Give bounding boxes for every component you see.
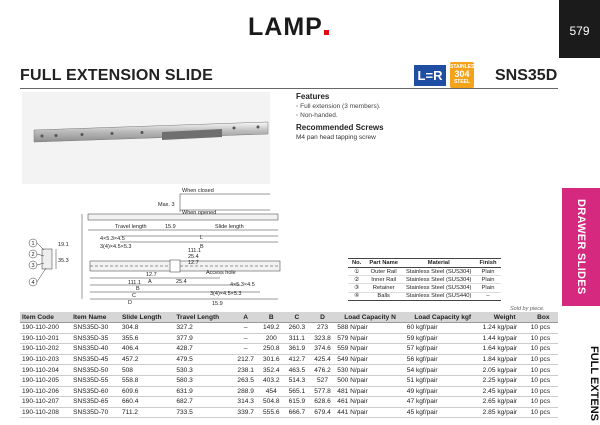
spec-cell-dim-d: 679.4: [310, 407, 336, 418]
spec-cell-dim-a: 339.7: [233, 407, 259, 418]
spec-header-box: Box: [529, 312, 558, 323]
parts-row: [348, 292, 501, 300]
spec-header-d: D: [310, 312, 336, 323]
callout-2: 2: [31, 252, 35, 258]
spec-table-body: [20, 323, 558, 418]
spec-cell-item-name: SNS35D-70: [71, 407, 120, 418]
spec-cell-dim-c: 565.1: [284, 386, 310, 397]
part-name: Inner Rail: [365, 276, 402, 284]
spec-cell-dim-b: 504.8: [258, 397, 284, 408]
part-name: Retainer: [365, 284, 402, 292]
spec-cell-load-n: 481 N/pair: [335, 386, 404, 397]
spec-cell-weight: 1.44 kg/pair: [481, 333, 529, 344]
spec-cell-load-n: 579 N/pair: [335, 333, 404, 344]
spec-cell-dim-b: 149.2: [258, 323, 284, 334]
spec-cell-dim-b: 250.8: [258, 344, 284, 355]
dim-15-9-top: 15.9: [165, 224, 176, 230]
spec-row: [20, 375, 558, 386]
feature-item-text: Non-handed.: [300, 112, 338, 119]
spec-cell-load-kgf: 59 kgf/pair: [405, 333, 481, 344]
spec-cell-dim-c: 514.3: [284, 375, 310, 386]
spec-cell-load-n: 559 N/pair: [335, 344, 404, 355]
spec-cell-dim-c: 615.9: [284, 397, 310, 408]
badge-top-text: STAINLESS: [450, 64, 478, 70]
spec-cell-dim-c: 412.7: [284, 354, 310, 365]
spec-cell-load-n: 500 N/pair: [335, 375, 404, 386]
spec-cell-load-kgf: 51 kgf/pair: [405, 375, 481, 386]
dim-111-1-bottom: 111.1: [128, 280, 141, 286]
part-material: Stainless Steel (SUS304): [402, 284, 475, 292]
spec-cell-travel-length: 377.9: [174, 333, 233, 344]
spec-cell-dim-b: 352.4: [258, 365, 284, 376]
category-tab-label: DRAWER SLIDES: [575, 199, 587, 295]
spec-cell-dim-c: 361.9: [284, 344, 310, 355]
spec-cell-dim-b: 403.2: [258, 375, 284, 386]
badge-middle-text: 304: [454, 69, 470, 79]
spec-cell-dim-a: 263.5: [233, 375, 259, 386]
access-hole-rect: [170, 260, 180, 272]
part-finish: Plain: [475, 268, 500, 276]
spec-cell-box: 10 pcs: [529, 397, 558, 408]
spec-row: [20, 365, 558, 376]
spec-cell-dim-b: 301.6: [258, 354, 284, 365]
spec-cell-item-name: SNS35D-60: [71, 386, 120, 397]
badge-bottom-text: STEEL: [453, 79, 471, 85]
model-number: SNS35D: [495, 67, 558, 84]
spec-header-a: A: [233, 312, 259, 323]
feature-item: ◦ Full extension (3 members).: [296, 103, 381, 110]
spec-cell-dim-a: 288.9: [233, 386, 259, 397]
spec-cell-dim-b: 555.6: [258, 407, 284, 418]
slide-length-label: Slide length: [215, 224, 244, 230]
spec-cell-dim-a: 238.1: [233, 365, 259, 376]
spec-cell-item-code: 190-110-204: [20, 365, 71, 376]
spec-cell-item-code: 190-110-206: [20, 386, 71, 397]
spec-header-item-code: Item Code: [20, 312, 71, 323]
spec-cell-load-kgf: 45 kgf/pair: [405, 407, 481, 418]
dim-111-1-top: 111.1: [188, 248, 201, 254]
stainless-304-badge: [450, 62, 478, 88]
part-no: ②: [348, 276, 365, 284]
spec-cell-box: 10 pcs: [529, 407, 558, 418]
spec-cell-item-code: 190-110-200: [20, 323, 71, 334]
b-lower-label: B: [136, 286, 140, 292]
spec-cell-slide-length: 406.4: [120, 344, 174, 355]
callout-1: 1: [31, 241, 35, 247]
travel-length-label: Travel length: [115, 224, 147, 230]
end-profile: [42, 249, 52, 269]
spec-cell-weight: 2.25 kg/pair: [481, 375, 529, 386]
brand-logo-text: LAMP: [248, 13, 323, 41]
dim-12-7-top: 12.7: [188, 260, 199, 266]
spec-cell-dim-d: 374.6: [310, 344, 336, 355]
parts-row: [348, 284, 501, 292]
spec-cell-dim-b: 200: [258, 333, 284, 344]
spec-cell-dim-c: 666.7: [284, 407, 310, 418]
spec-cell-dim-d: 628.6: [310, 397, 336, 408]
spec-cell-dim-c: 311.1: [284, 333, 310, 344]
spec-header-b: B: [258, 312, 284, 323]
dim-19-1: 19.1: [58, 242, 69, 248]
spec-cell-load-n: 461 N/pair: [335, 397, 404, 408]
hole-top-1: 4×5.3×4.5: [100, 236, 125, 242]
spec-cell-box: 10 pcs: [529, 333, 558, 344]
spec-cell-weight: 1.64 kg/pair: [481, 344, 529, 355]
leader-line: [37, 243, 44, 250]
section-tab-label[interactable]: FULL EXTENS: [588, 346, 600, 421]
spec-cell-dim-d: 273: [310, 323, 336, 334]
spec-cell-box: 10 pcs: [529, 323, 558, 334]
spec-header-travel-length: Travel Length: [174, 312, 233, 323]
spec-cell-weight: 2.65 kg/pair: [481, 397, 529, 408]
spec-cell-item-code: 190-110-208: [20, 407, 71, 418]
spec-cell-travel-length: 327.2: [174, 323, 233, 334]
feature-item: ◦ Non-handed.: [296, 112, 338, 119]
spec-table: [20, 312, 558, 418]
spec-cell-travel-length: 479.5: [174, 354, 233, 365]
callout-3: 3: [31, 263, 35, 269]
spec-header-item-name: Item Name: [71, 312, 120, 323]
page-title: FULL EXTENSION SLIDE: [20, 67, 214, 84]
spec-cell-load-n: 441 N/pair: [335, 407, 404, 418]
technical-drawing: [20, 186, 350, 312]
spec-cell-dim-a: –: [233, 344, 259, 355]
part-material: Stainless Steel (SUS304): [402, 276, 475, 284]
spec-cell-box: 10 pcs: [529, 344, 558, 355]
spec-header-row: [20, 312, 558, 323]
screws-heading: Recommended Screws: [296, 123, 384, 132]
spec-cell-item-name: SNS35D-40: [71, 344, 120, 355]
spec-cell-travel-length: 580.3: [174, 375, 233, 386]
spec-cell-load-kgf: 56 kgf/pair: [405, 354, 481, 365]
spec-header-weight: Weight: [481, 312, 529, 323]
parts-header-material: Material: [402, 259, 475, 268]
spec-cell-slide-length: 558.8: [120, 375, 174, 386]
spec-cell-weight: 2.45 kg/pair: [481, 386, 529, 397]
part-finish: –: [475, 292, 500, 300]
part-no: ③: [348, 284, 365, 292]
spec-row: [20, 344, 558, 355]
spec-cell-weight: 2.85 kg/pair: [481, 407, 529, 418]
spec-cell-item-name: SNS35D-65: [71, 397, 120, 408]
brand-logo: [248, 13, 329, 42]
spec-cell-dim-d: 425.4: [310, 354, 336, 365]
part-name: Outer Rail: [365, 268, 402, 276]
sold-by-note: Sold by piece.: [510, 306, 545, 312]
features-heading: Features: [296, 92, 330, 101]
spec-cell-travel-length: 631.9: [174, 386, 233, 397]
spec-cell-item-code: 190-110-205: [20, 375, 71, 386]
spec-cell-item-code: 190-110-207: [20, 397, 71, 408]
spec-cell-slide-length: 304.8: [120, 323, 174, 334]
parts-header-name: Part Name: [365, 259, 402, 268]
spec-cell-load-kgf: 49 kgf/pair: [405, 386, 481, 397]
spec-cell-slide-length: 711.2: [120, 407, 174, 418]
spec-cell-travel-length: 428.7: [174, 344, 233, 355]
logo-dot: [324, 30, 329, 35]
spec-cell-slide-length: 508: [120, 365, 174, 376]
spec-cell-dim-c: 463.5: [284, 365, 310, 376]
dim-25-4-top: 25.4: [188, 254, 199, 260]
spec-cell-load-kgf: 57 kgf/pair: [405, 344, 481, 355]
parts-row: [348, 276, 501, 284]
feature-item-text: Full extension (3 members).: [300, 103, 381, 110]
hole-bottom-2: 3(4)×4.5×5.3: [210, 291, 242, 297]
spec-cell-travel-length: 682.7: [174, 397, 233, 408]
spec-cell-dim-a: –: [233, 333, 259, 344]
spec-cell-item-name: SNS35D-45: [71, 354, 120, 365]
spec-header-c: C: [284, 312, 310, 323]
spec-row: [20, 323, 558, 334]
spec-cell-dim-d: 527: [310, 375, 336, 386]
spec-row: [20, 386, 558, 397]
spec-cell-load-n: 549 N/pair: [335, 354, 404, 365]
spec-cell-dim-a: –: [233, 323, 259, 334]
spec-cell-load-kgf: 54 kgf/pair: [405, 365, 481, 376]
spec-cell-dim-a: 314.3: [233, 397, 259, 408]
spec-header-load-n: Load Capacity N: [335, 312, 404, 323]
spec-header-slide-length: Slide Length: [120, 312, 174, 323]
b-label: B: [200, 244, 204, 250]
spec-header-load-kgf: Load Capacity kgf: [405, 312, 481, 323]
spec-cell-slide-length: 609.6: [120, 386, 174, 397]
part-finish: Plain: [475, 276, 500, 284]
spec-cell-box: 10 pcs: [529, 386, 558, 397]
spec-cell-dim-d: 476.2: [310, 365, 336, 376]
spec-cell-slide-length: 355.6: [120, 333, 174, 344]
spec-cell-item-code: 190-110-202: [20, 344, 71, 355]
d-label: D: [128, 300, 132, 306]
spec-row: [20, 333, 558, 344]
parts-header-row: [348, 259, 501, 268]
spec-cell-weight: 1.24 kg/pair: [481, 323, 529, 334]
spec-cell-item-code: 190-110-201: [20, 333, 71, 344]
dim-35-3: 35.3: [58, 258, 69, 264]
spec-cell-load-n: 588 N/pair: [335, 323, 404, 334]
dim-12-7-bottom: 12.7: [146, 272, 157, 278]
part-material: Stainless Steel (SUS304): [402, 268, 475, 276]
spec-cell-dim-c: 260.3: [284, 323, 310, 334]
dim-25-4-bottom: 25.4: [176, 279, 187, 285]
spec-cell-item-code: 190-110-203: [20, 354, 71, 365]
parts-row: [348, 268, 501, 276]
spec-cell-travel-length: 733.5: [174, 407, 233, 418]
spec-cell-box: 10 pcs: [529, 354, 558, 365]
leader-line: [37, 268, 46, 282]
spec-row: [20, 407, 558, 418]
when-closed-label: When closed: [182, 188, 214, 194]
spec-cell-dim-a: 212.7: [233, 354, 259, 365]
product-photo: [22, 92, 270, 184]
page-number: 579: [569, 24, 590, 38]
l-label: L: [200, 235, 204, 241]
spec-cell-item-name: SNS35D-55: [71, 375, 120, 386]
spec-cell-item-name: SNS35D-30: [71, 323, 120, 334]
spec-cell-weight: 2.05 kg/pair: [481, 365, 529, 376]
spec-cell-weight: 1.84 kg/pair: [481, 354, 529, 365]
spec-cell-slide-length: 660.4: [120, 397, 174, 408]
parts-header-no: No.: [348, 259, 365, 268]
spec-cell-dim-d: 577.8: [310, 386, 336, 397]
access-hole-label: Access hole: [206, 270, 236, 276]
spec-row: [20, 354, 558, 365]
spec-cell-slide-length: 457.2: [120, 354, 174, 365]
spec-cell-load-kgf: 47 kgf/pair: [405, 397, 481, 408]
spec-cell-dim-d: 323.8: [310, 333, 336, 344]
spec-cell-box: 10 pcs: [529, 375, 558, 386]
part-no: ①: [348, 268, 365, 276]
title-rule: [20, 88, 558, 89]
slide-photo-svg: [22, 92, 270, 184]
hole-bottom-1: 4×5.3×4.5: [230, 282, 255, 288]
lr-badge: L=R: [414, 65, 446, 86]
part-material: Stainless Steel (SUS440): [402, 292, 475, 300]
a-label: A: [148, 279, 152, 285]
spec-cell-travel-length: 530.3: [174, 365, 233, 376]
c-label: C: [132, 293, 136, 299]
spec-cell-load-n: 530 N/pair: [335, 365, 404, 376]
dim-15-9-bottom: 15.9: [212, 301, 223, 307]
callout-4: 4: [31, 280, 35, 286]
when-opened-label: When opened: [182, 210, 217, 216]
part-finish: Plain: [475, 284, 500, 292]
hole-top-2: 3(4)×4.5×5.3: [100, 244, 132, 250]
spec-row: [20, 397, 558, 408]
spec-cell-item-name: SNS35D-50: [71, 365, 120, 376]
spec-cell-box: 10 pcs: [529, 365, 558, 376]
part-name: Balls: [365, 292, 402, 300]
spec-cell-load-kgf: 60 kgf/pair: [405, 323, 481, 334]
part-no: ④: [348, 292, 365, 300]
parts-header-finish: Finish: [475, 259, 500, 268]
spec-cell-dim-b: 454: [258, 386, 284, 397]
spec-cell-item-name: SNS35D-35: [71, 333, 120, 344]
max3-label: Max. 3: [158, 202, 175, 208]
screws-text: M4 pan head tapping screw: [296, 134, 376, 141]
parts-table: [348, 258, 501, 301]
